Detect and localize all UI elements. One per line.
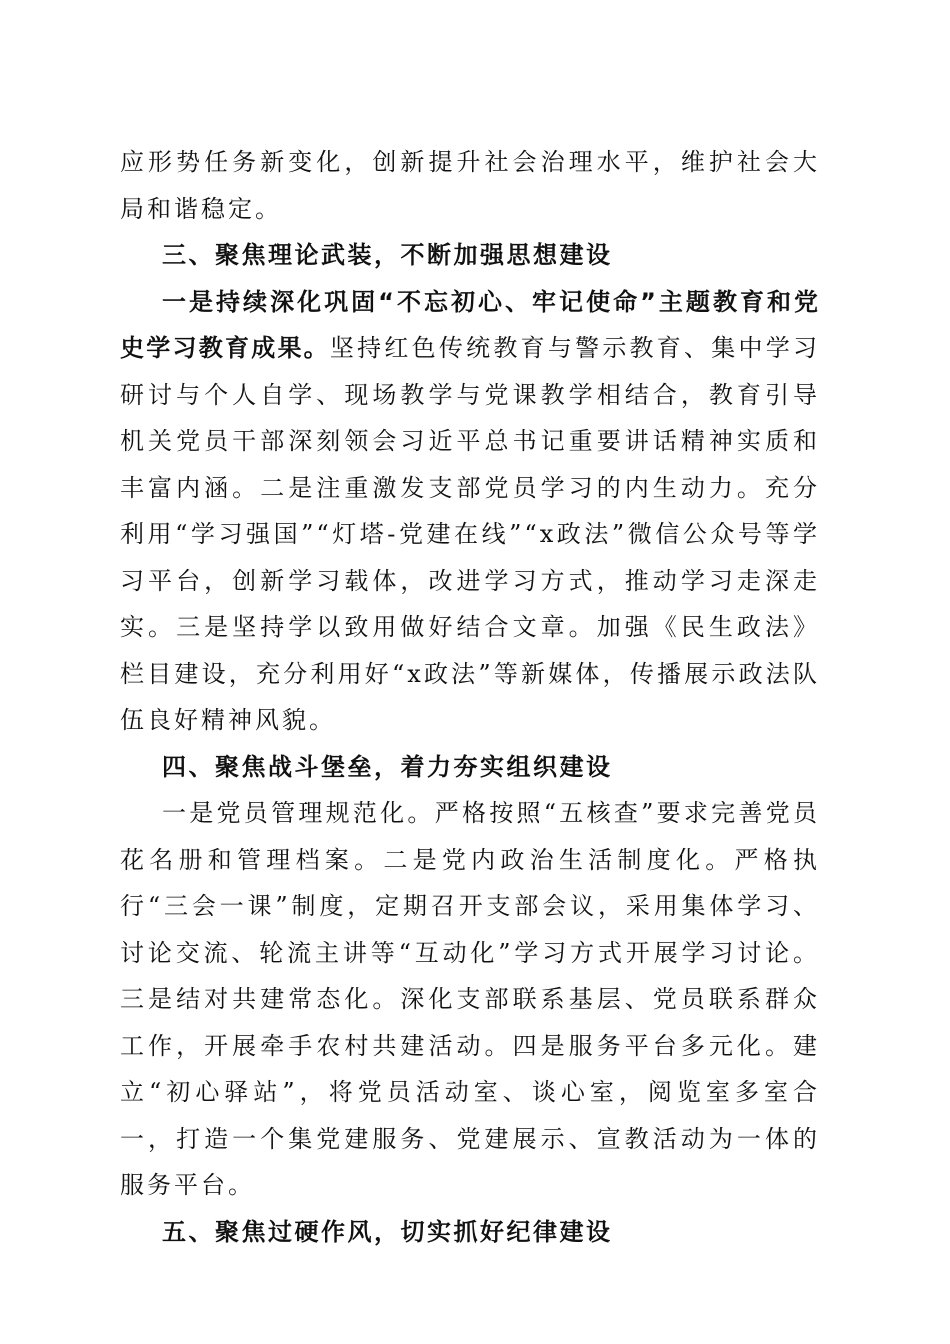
document-page bbox=[120, 139, 820, 1255]
section-heading-4: 四、聚焦战斗堡垒，着力夯实组织建设 bbox=[162, 752, 613, 781]
section-heading-5: 五、聚焦过硬作风，切实抓好纪律建设 bbox=[162, 1217, 613, 1246]
body-paragraph-1 bbox=[120, 139, 820, 232]
paragraph-text: 一是党员管理规范化。严格按照“五核查”要求完善党员花名册和管理档案。二是党内政治生活制度化。严格执行“三会一课”制度，定期召开支部会议，采用集体学习、讨论交流、轮流主讲等“互动化”学习方式开展学习讨论。三是结对共建常态化。深化支部联系基层、党员联系群众工作，开展牵手农村共建活动。四是服务平台多元化。建立“初心驿站”，将党员活动室、谈心室，阅览室多室合一，打造一个集党建服务、党建展示、宣教活动为一体的服务平台。 bbox=[120, 799, 820, 1199]
section-heading-3: 三、聚焦理论武装，不断加强思想建设 bbox=[162, 241, 613, 269]
body-paragraph-3 bbox=[120, 790, 820, 1209]
body-paragraph-2 bbox=[120, 279, 820, 744]
paragraph-text: 应形势任务新变化，创新提升社会治理水平，维护社会大局和谐稳定。 bbox=[120, 148, 820, 223]
paragraph-lead-sentence: 一是持续深化巩固“不忘初心、牢记使命”主题教育和党史学习教育成果。 bbox=[120, 287, 820, 362]
paragraph-text: 坚持红色传统教育与警示教育、集中学习研讨与个人自学、现场教学与党课教学相结合，教育引导机关党员干部深刻领会习近平总书记重要讲话精神实质和丰富内涵。二是注重激发支部党员学习的内生动力。充分利用“学习强国”“灯塔-党建在线”“x政法”微信公众号等学习平台，创新学习载体，改进学习方式，推动学习走深走实。三是坚持学以致用做好结合文章。加强《民生政法》栏目建设，充分利用好“x政法”等新媒体，传播展示政法队伍良好精神风貌。 bbox=[120, 334, 821, 734]
